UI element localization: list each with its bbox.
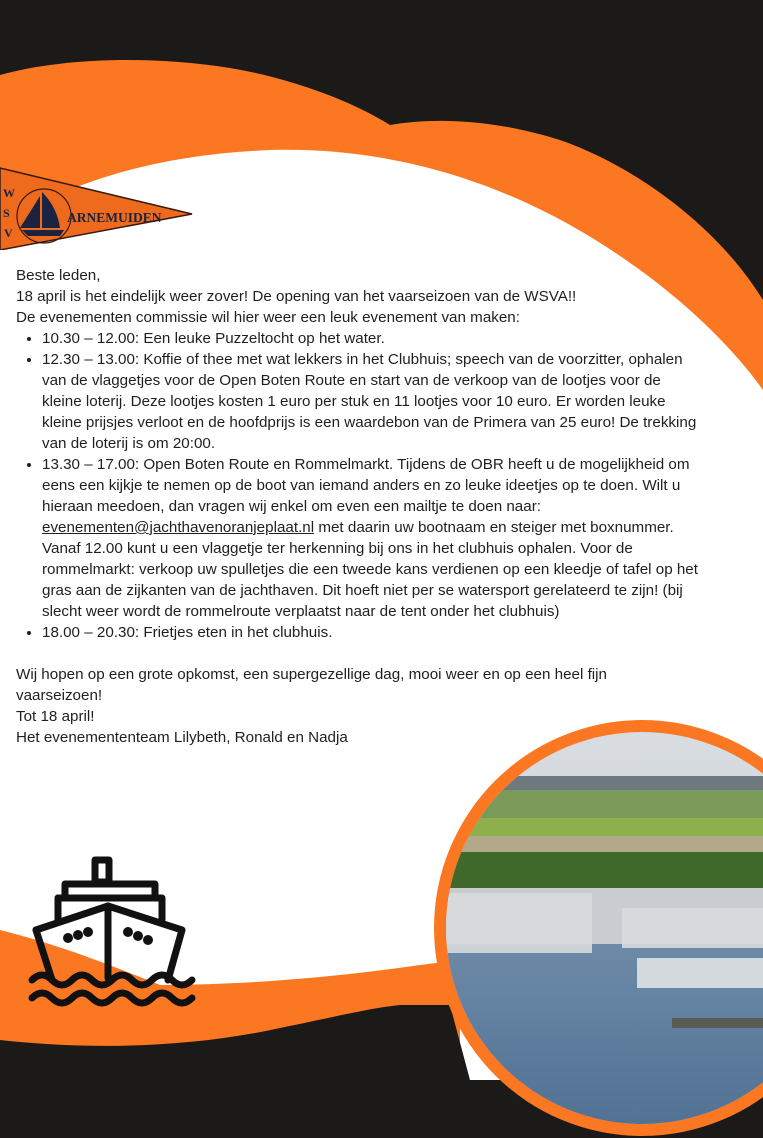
email-link[interactable]: evenementen@jachthavenoranjeplaat.nl	[42, 519, 315, 536]
closing-date: Tot 18 april!	[16, 708, 95, 725]
svg-text:W: W	[3, 186, 15, 200]
marina-aerial-photo	[432, 718, 763, 1138]
intro-line-1: 18 april is het eindelijk weer zover! De opening van het vaarseizoen van de WSVA!!	[16, 288, 577, 305]
schedule-item: • 18.00 – 20.30: Frietjes eten in het clubhuis.	[42, 622, 700, 643]
letter-body	[0, 265, 700, 748]
schedule-item	[42, 454, 700, 622]
svg-text:V: V	[4, 226, 13, 240]
schedule-text: 13.30 – 17.00: Open Boten Route en Rommelmarkt. Tijdens de OBR heeft u de mogelijkheid om eens een kijkje te nemen op de boot van iemand anders en zo leuke ideetjes op te doen. Wilt u hieraan meedoen, dan vragen wij enkel om even een mailtje te doen naar:	[42, 456, 690, 515]
signature: Het evenemententeam Lilybeth, Ronald en Nadja	[16, 729, 348, 746]
greeting: Beste leden,	[16, 267, 101, 284]
schedule-text: met daarin uw bootnaam en steiger met boxnummer. Vanaf 12.00 kunt u een vlaggetje ter herkenning bij ons in het clubhuis ophalen. Voor de rommelmarkt: verkoop uw spulletjes die een tweede kans verdienen op een kleedje of tafel op het gras aan de zijkanten van de jachthaven. Dit hoeft niet per se watersport gerelateerd te zijn! (bij slecht weer wordt de rommelroute verplaatst naar de tent onder het clubhuis)	[42, 519, 698, 620]
logo-name: ARNEMUIDEN	[67, 210, 162, 225]
ship-on-waves-icon	[20, 850, 200, 1010]
svg-text:S: S	[3, 206, 10, 220]
schedule-item: • 12.30 – 13.00: Koffie of thee met wat lekkers in het Clubhuis; speech van de voorzitter, ophalen van de vlaggetjes voor de Open Boten Route en start van de verkoop van de lootjes voor de kleine loterij. Deze lootjes kosten 1 euro per stuk en 11 lootjes voor 10 euro. Er worden leuke kleine prijsjes verloot en de hoofdprijs is een waardebon van de Primera van 25 euro! De trekking van de loterij is om 20:00.	[42, 349, 700, 454]
wsv-arnemuiden-pennant-logo	[0, 166, 195, 250]
event-schedule-list	[0, 328, 700, 643]
intro-line-2: De evenementen commissie wil hier weer een leuk evenement van maken:	[16, 309, 520, 326]
schedule-item: • 10.30 – 12.00: Een leuke Puzzeltocht op het water.	[42, 328, 700, 349]
closing-line: Wij hopen op een grote opkomst, een supergezellige dag, mooi weer en op een heel fijn vaarseizoen!	[16, 666, 608, 704]
